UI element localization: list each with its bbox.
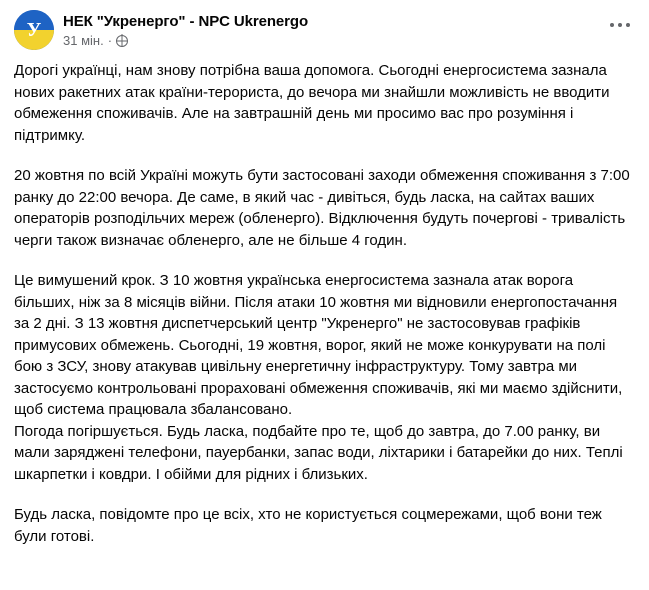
post-header: [14, 10, 635, 56]
post-meta: [63, 33, 308, 49]
post-timestamp[interactable]: 31 мін.: [63, 32, 104, 48]
more-options-dot: [610, 23, 614, 27]
more-options-icon[interactable]: [605, 12, 635, 38]
post-paragraph: Погода погіршується. Будь ласка, подбайте про те, щоб до завтра, до 7.00 ранку, ви мали заряджені телефони, пауербанки, запас води, ліхтарики і батарейки до них. Теплі шкарпетки і ковдри. І обійми для рідних і близьких.: [14, 422, 623, 483]
more-options-dot: [626, 23, 630, 27]
post-paragraph: 20 жовтня по всій Україні можуть бути застосовані заходи обмеження споживання з 7:00 ранку до 22:00 вечора. Де саме, в який час - дивіться, будь ласка, на сайтах ваших операторів розподільчих мереж (обленерго). Відключення будуть почергові - тривалість черги також визначає обленерго, але не більше 4 годин.: [14, 167, 630, 249]
post-body: [14, 56, 635, 557]
avatar-label: У: [26, 19, 42, 41]
post-paragraph: Будь ласка, повідомте про це всіх, хто не користується соцмережами, щоб вони теж були готові.: [14, 506, 602, 545]
page-name[interactable]: НЕК "Укренерго" - NPC Ukrenergo: [63, 12, 309, 30]
post-header-text: [63, 10, 308, 50]
avatar[interactable]: [14, 10, 54, 50]
more-options-dot: [618, 23, 622, 27]
meta-separator: ·: [107, 32, 113, 48]
post-paragraph: Дорогі українці, нам знову потрібна ваша допомога. Сьогодні енергосистема зазнала нових ракетних атак країни-терориста, до вечора ми знайшли можливість не вводити обмеження споживачів. Але на завтрашній день ми просимо вас про розуміння і підтримку.: [14, 62, 610, 144]
globe-icon: [116, 35, 128, 47]
post-paragraph: Це вимушений крок. З 10 жовтня українська енергосистема зазнала атак ворога більших, ніж за 8 місяців війни. Після атаки 10 жовтня ми відновили енергопостачання за 2 дні. З 13 жовтня диспетчерський центр "Укренерго" не застосовував графіків примусових обмежень. Сьогодні, 19 жовтня, ворог, який не може конкурувати на полі бою з ЗСУ, знову атакував цивільну енергетичну інфраструктуру. Тому завтра ми застосуємо контрольовані прораховані обмеження споживачів, які ми маємо здійснити, щоб система працювала збалансовано.: [14, 272, 623, 418]
